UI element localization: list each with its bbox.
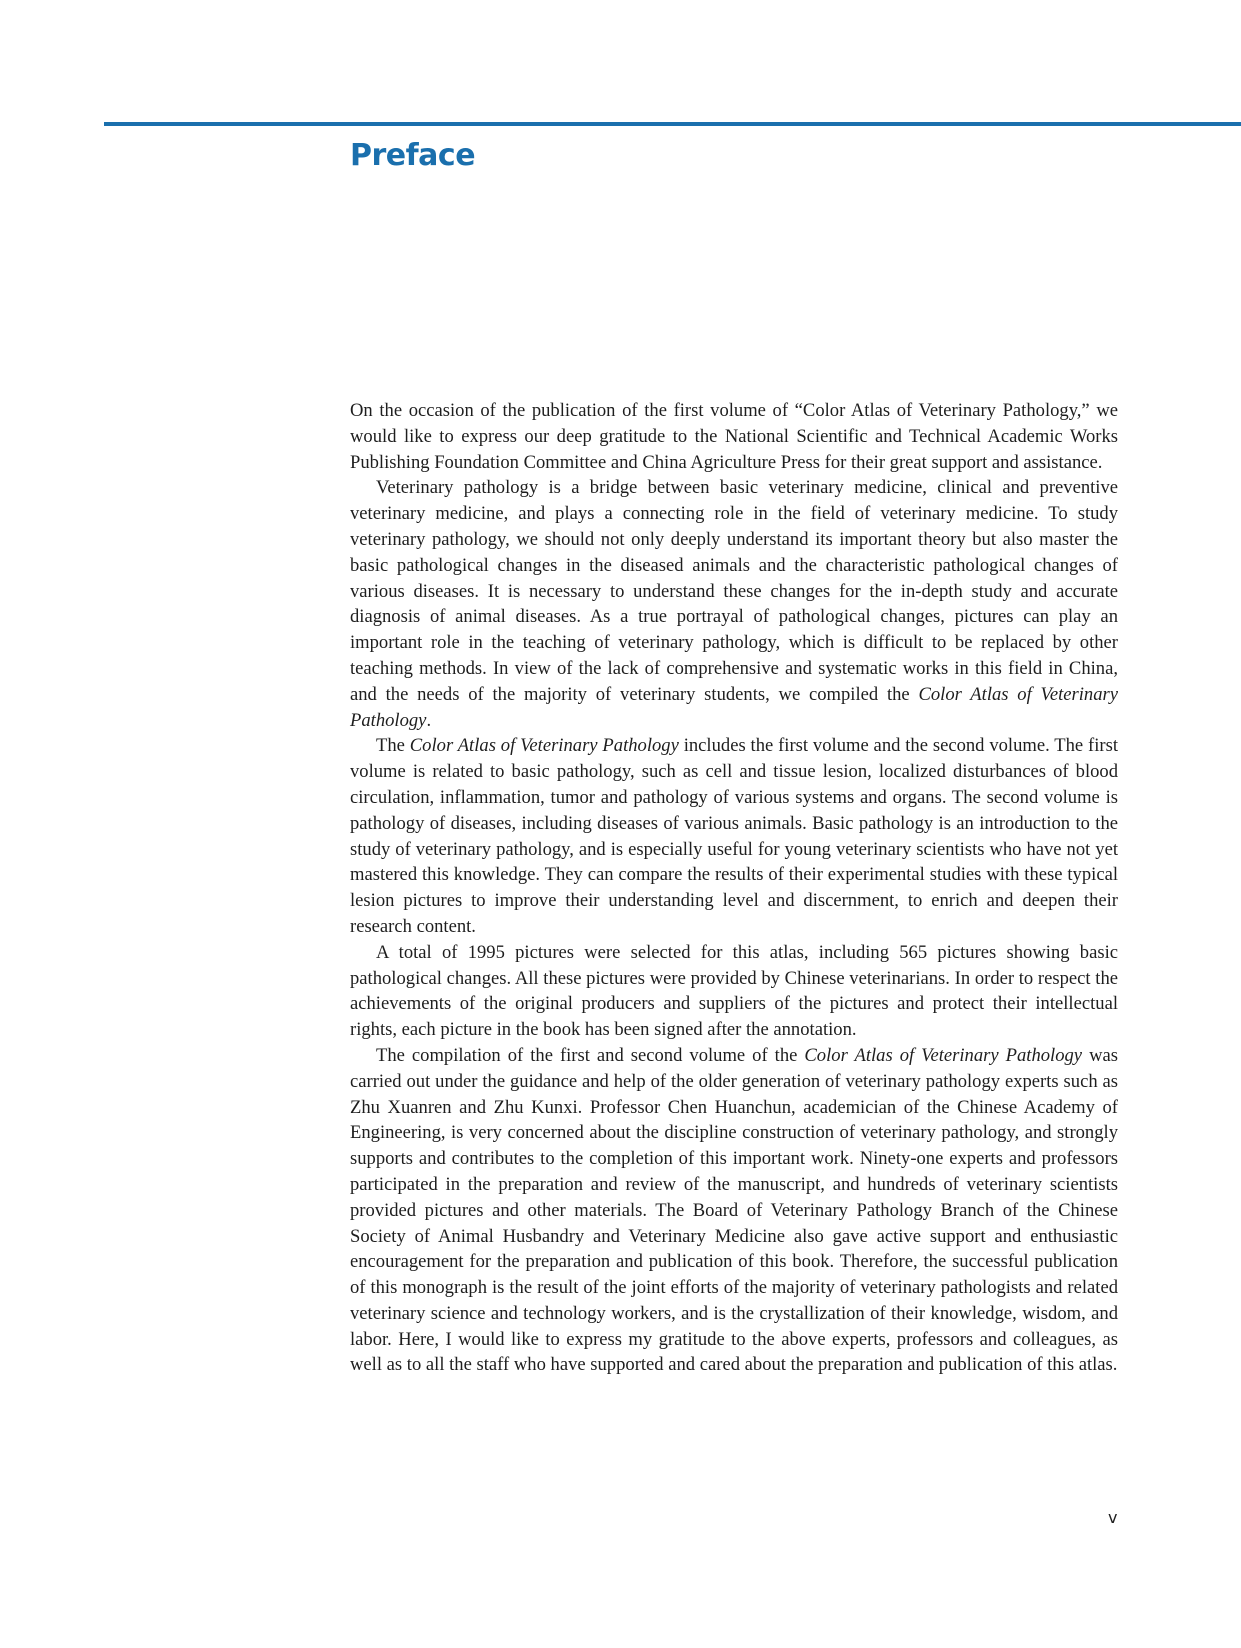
text-segment: The compilation of the first and second volume of the bbox=[376, 1044, 805, 1066]
book-title: Color Atlas of Veterinary Pathology bbox=[804, 1044, 1083, 1066]
text-segment: On the occasion of the publication of the first volume of “Color Atlas of Veterinary Pathology,” we would like to express our deep gratitude to the National Scientific and Technical Academic Works Publishing Foundation Committee and China Agriculture Press for their great support and assistance. bbox=[350, 400, 1118, 473]
text-segment: includes the first volume and the second volume. The first volume is related to basic pathology, such as cell and tissue lesion, localized disturbances of blood circulation, inflammation, tumor and pathology of various systems and organs. The second volume is pathology of diseases, including diseases of various animals. Basic pathology is an introduction to the study of veterinary pathology, and is especially useful for young veterinary scientists who have not yet mastered this knowledge. They can compare the results of their experimental studies with these typical lesion pictures to improve their understanding level and discernment, to enrich and deepen their research content. bbox=[350, 735, 1118, 937]
text-segment: Veterinary pathology is a bridge between basic veterinary medicine, clinical and preventive veterinary medicine, and plays a connecting role in the field of veterinary medicine. To study veterinary pathology, we should not only deeply understand its important theory but also master the basic pathological changes in the diseased animals and the characteristic pathological changes of various diseases. It is necessary to understand these changes for the in-depth study and accurate diagnosis of animal diseases. As a true portrayal of pathological changes, pictures can play an important role in the teaching of veterinary pathology, which is difficult to be replaced by other teaching methods. In view of the lack of comprehensive and systematic works in this field in China, and the needs of the majority of veterinary students, we compiled the bbox=[350, 477, 1118, 705]
paragraph-2 bbox=[350, 475, 1118, 733]
text-segment: was carried out under the guidance and help of the older generation of veterinary pathology experts such as Zhu Xuanren and Zhu Kunxi. Professor Chen Huanchun, academician of the Chinese Academy of Engineering, is very concerned about the discipline construction of veterinary pathology, and strongly supports and contributes to the completion of this important work. Ninety-one experts and professors participated in the preparation and review of the manuscript, and hundreds of veterinary scientists provided pictures and other materials. The Board of Veterinary Pathology Branch of the Chinese Society of Animal Husbandry and Veterinary Medicine also gave active support and enthusiastic encouragement for the preparation and publication of this book. Therefore, the successful publication of this monograph is the result of the joint efforts of the majority of veterinary pathologists and related veterinary science and technology workers, and is the crystallization of their knowledge, wisdom, and labor. Here, I would like to express my gratitude to the above experts, professors and colleagues, as well as to all the staff who have supported and cared about the preparation and publication of this atlas. bbox=[350, 1044, 1118, 1376]
paragraph-5 bbox=[350, 1043, 1118, 1378]
page-number: v bbox=[1108, 1508, 1118, 1527]
text-segment: . bbox=[426, 709, 432, 731]
header-rule bbox=[104, 122, 1241, 126]
text-segment: The bbox=[376, 735, 410, 757]
page-title: Preface bbox=[350, 138, 476, 173]
paragraph-4 bbox=[350, 940, 1118, 1043]
preface-body bbox=[350, 398, 1118, 1378]
book-title: Color Atlas of Veterinary Pathology bbox=[350, 683, 1118, 731]
book-title: Color Atlas of Veterinary Pathology bbox=[409, 735, 679, 757]
paragraph-3 bbox=[350, 733, 1118, 939]
paragraph-1 bbox=[350, 398, 1118, 475]
text-segment: A total of 1995 pictures were selected for this atlas, including 565 pictures showing basic pathological changes. All these pictures were provided by Chinese veterinarians. In order to respect the achievements of the original producers and suppliers of the pictures and protect their intellectual rights, each picture in the book has been signed after the annotation. bbox=[350, 941, 1118, 1041]
